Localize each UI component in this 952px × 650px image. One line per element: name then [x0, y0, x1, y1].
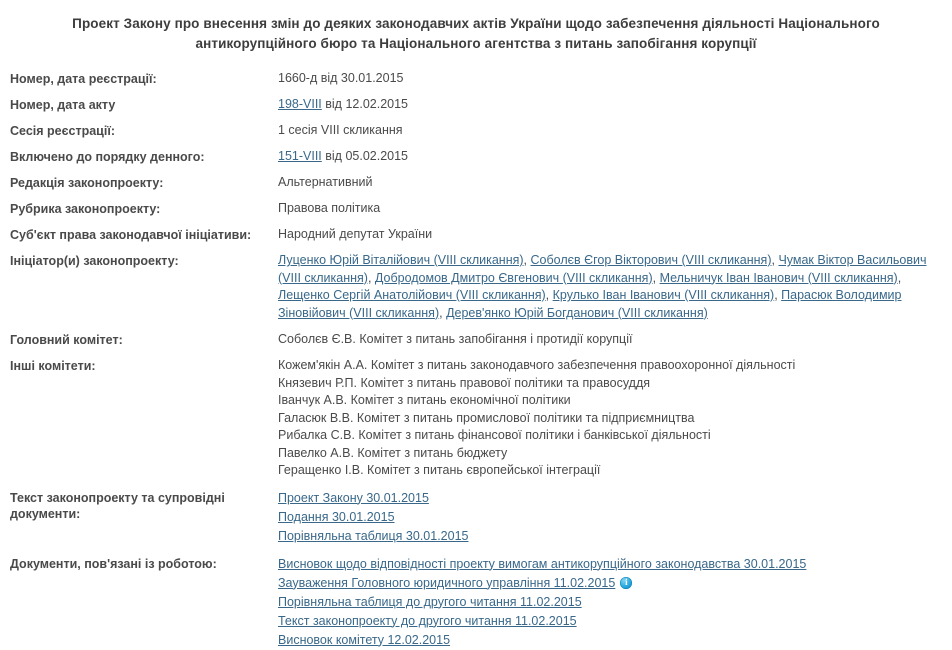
link-initiator[interactable]: Дерев'янко Юрій Богданович (VIII скликання): [446, 305, 708, 320]
row-subject: [10, 226, 946, 243]
row-registration-number: [10, 70, 946, 87]
related-document-link[interactable]: Висновок щодо відповідності проекту вимогам антикорупційного законодавства 30.01.2015: [278, 556, 807, 571]
value-edition: Альтернативний: [278, 175, 373, 189]
info-icon[interactable]: [620, 577, 632, 589]
row-bill-documents: [10, 489, 946, 546]
related-document-row: [278, 574, 946, 593]
value-other-committees: [278, 357, 946, 480]
value-rubric: Правова політика: [278, 201, 381, 215]
row-other-committees: [10, 357, 946, 480]
row-rubric: [10, 200, 946, 217]
link-initiator[interactable]: Луценко Юрій Віталійович (VIII скликання): [278, 253, 524, 267]
label-agenda: Включено до порядку денного:: [10, 150, 205, 164]
label-main-committee: Головний комітет:: [10, 333, 123, 347]
initiator-separator: ,: [545, 288, 553, 302]
link-initiator[interactable]: Парасюк Володимир Зіновійович (VIII скликання): [278, 288, 902, 320]
committee-list-item: Рибалка С.В. Комітет з питань фінансової політики і банківської діяльності: [278, 428, 711, 442]
value-act-date: від 12.02.2015: [321, 97, 408, 111]
label-bill-documents-line2: документи:: [10, 506, 81, 521]
related-document-row: [278, 631, 946, 650]
row-initiators: [10, 252, 946, 322]
bill-document-link[interactable]: Порівняльна таблиця 30.01.2015: [278, 528, 469, 543]
bill-document-row: [278, 489, 946, 508]
label-other-committees: Інші комітети:: [10, 359, 96, 373]
initiator-separator: ,: [439, 305, 447, 320]
bill-document-link[interactable]: Проект Закону 30.01.2015: [278, 490, 429, 505]
value-registration-number: 1660-д від 30.01.2015: [278, 71, 404, 85]
row-edition: [10, 174, 946, 191]
row-act-number: [10, 96, 946, 113]
related-document-link[interactable]: Зауваження Головного юридичного управління 11.02.2015: [278, 575, 616, 590]
link-initiator[interactable]: Чумак Віктор Васильович (VIII скликання): [278, 253, 927, 285]
value-agenda-date: від 05.02.2015: [321, 149, 408, 163]
row-related-documents: [10, 555, 946, 650]
committee-list-item: Геращенко І.В. Комітет з питань європейської інтеграції: [278, 463, 601, 477]
value-act-number: [278, 96, 946, 112]
label-bill-documents: [10, 489, 278, 522]
initiator-separator: ,: [771, 253, 779, 267]
label-registration-number: Номер, дата реєстрації:: [10, 72, 157, 86]
value-bill-documents: [278, 489, 946, 546]
label-related-documents: Документи, пов'язані із роботою:: [10, 556, 217, 571]
value-session: 1 сесія VIII скликання: [278, 123, 403, 137]
initiator-separator: ,: [897, 270, 902, 285]
related-document-link[interactable]: Порівняльна таблиця до другого читання 11.02.2015: [278, 594, 582, 609]
bill-info-table: [0, 70, 952, 650]
committee-list-item: Іванчук А.В. Комітет з питань економічної політики: [278, 393, 571, 407]
label-edition: Редакція законопроекту:: [10, 176, 164, 190]
value-subject: Народний депутат України: [278, 227, 433, 241]
bill-document-link[interactable]: Подання 30.01.2015: [278, 509, 395, 524]
row-main-committee: [10, 331, 946, 348]
link-initiator[interactable]: Добродомов Дмитро Євгенович (VIII скликання): [374, 270, 653, 285]
link-initiator[interactable]: Мельничук Іван Іванович (VIII скликання): [659, 270, 898, 285]
initiator-separator: ,: [523, 253, 531, 267]
label-rubric: Рубрика законопроекту:: [10, 202, 161, 216]
initiator-separator: ,: [652, 270, 660, 285]
related-document-link[interactable]: Текст законопроекту до другого читання 11.02.2015: [278, 613, 577, 628]
value-main-committee: Соболєв Є.В. Комітет з питань запобігання і протидії корупції: [278, 332, 633, 346]
link-agenda-number[interactable]: 151-VIII: [278, 149, 322, 163]
committee-list-item: Галасюк В.В. Комітет з питань промислової політики та підприємництва: [278, 410, 695, 425]
link-initiator[interactable]: Соболєв Єгор Вікторович (VIII скликання): [530, 253, 772, 267]
value-initiators: [278, 252, 946, 322]
link-initiator[interactable]: Лещенко Сергій Анатолійович (VIII скликання): [278, 288, 546, 302]
bill-document-row: [278, 508, 946, 527]
label-bill-documents-line1: Текст законопроекту та супровідні: [10, 490, 225, 505]
committee-list-item: Князевич Р.П. Комітет з питань правової політики та правосуддя: [278, 375, 651, 390]
related-document-row: [278, 612, 946, 631]
row-agenda: [10, 148, 946, 165]
related-document-link[interactable]: Висновок комітету 12.02.2015: [278, 632, 451, 647]
label-subject: Суб'єкт права законодавчої ініціативи:: [10, 228, 252, 242]
link-initiator[interactable]: Крулько Іван Іванович (VIII скликання): [552, 288, 775, 302]
link-act-number[interactable]: 198-VIII: [278, 97, 322, 111]
committee-list-item: Павелко А.В. Комітет з питань бюджету: [278, 445, 508, 460]
page-title: Проект Закону про внесення змін до деяких законодавчих актів України щодо забезпечення діяльності Національного антикорупційного бюро та Національного агентства з питань запобігання корупції: [72, 16, 880, 51]
value-related-documents: [278, 555, 946, 650]
bill-document-row: [278, 527, 946, 546]
label-act-number: Номер, дата акту: [10, 98, 116, 112]
related-document-row: [278, 593, 946, 612]
initiator-separator: ,: [367, 270, 375, 285]
row-session: [10, 122, 946, 139]
initiator-separator: ,: [774, 288, 782, 302]
label-session: Сесія реєстрації:: [10, 124, 115, 138]
value-agenda: [278, 148, 946, 164]
label-initiators: Ініціатор(и) законопроекту:: [10, 254, 179, 268]
related-document-row: [278, 555, 946, 574]
committee-list-item: Кожем'якін А.А. Комітет з питань законодавчого забезпечення правоохоронної діяльності: [278, 358, 796, 372]
